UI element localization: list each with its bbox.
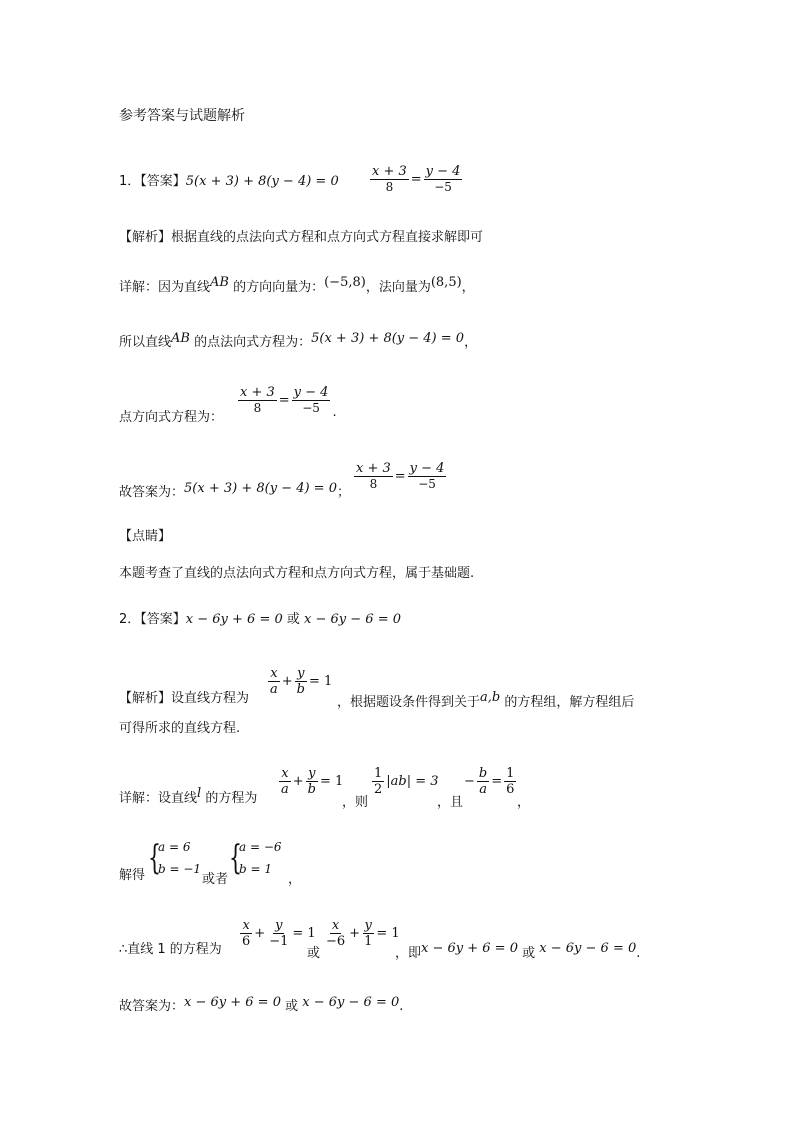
- q1-final-fraction-eq: $\frac{x + 3}{8}$ = $\frac{y - 4}{-5}$: [356, 461, 445, 491]
- fraction: $\frac{y - 4}{-5}$: [409, 461, 445, 491]
- q1-answer-line: [119, 174, 339, 190]
- fraction: $\frac{y}{-1}$: [269, 918, 289, 949]
- q1-point-direction-label: 点方向式方程为：: [119, 410, 224, 425]
- q2-system-2: { a = −6 b = 1: [229, 838, 282, 878]
- q1-answer-fraction-eq: $\frac{x + 3}{8}$ = $\frac{y - 4}{-5}$: [372, 164, 461, 194]
- q1-answer-prefix: 1．【答案】: [119, 174, 186, 189]
- q2-detail-and: ，且: [437, 795, 464, 810]
- q1-summary: 本题考查了直线的点法向式方程和点方向式方程，属于基础题.: [119, 566, 475, 581]
- fraction: $\frac{x}{6}$: [242, 918, 251, 949]
- q1-so-line: 所以直线AB 的点法向式方程为：5(x + 3) + 8(y − 4) = 0，: [119, 331, 478, 350]
- q2-therefore-rest: ，即x − 6y + 6 = 0 或 x − 6y − 6 = 0.: [395, 941, 641, 961]
- q1-final-line: 故答案为：5(x + 3) + 8(y − 4) = 0；: [119, 481, 350, 500]
- q1-analysis: 【解析】根据直线的点法向式方程和点方向式方程直接求解即可: [119, 230, 484, 245]
- q2-solve-end: ，: [288, 872, 302, 887]
- q2-therefore-or1: 或: [307, 946, 321, 961]
- q2-analysis-line2: 可得所求的直线方程.: [119, 721, 241, 736]
- fraction: $\frac{x}{a}$: [270, 666, 278, 697]
- q2-analysis-equation: $\frac{x}{a}$ + $\frac{y}{b}$ = 1: [270, 666, 333, 697]
- q2-huozhe: 或者: [202, 872, 229, 887]
- page-title: 参考答案与试题解析: [119, 108, 245, 124]
- fraction: $\frac{y}{1}$: [364, 918, 373, 949]
- q1-point-direction-eq: $\frac{x + 3}{8}$ = $\frac{y - 4}{-5}$ .: [240, 385, 337, 420]
- q1-answer-eq: 5(x + 3) + 8(y − 4) = 0: [185, 174, 339, 189]
- fraction: $\frac{b}{a}$: [478, 766, 488, 797]
- q2-detail-then: ，则: [342, 795, 369, 810]
- fraction: $\frac{y}{b}$: [307, 766, 316, 797]
- q2-detail-comma: ，: [517, 795, 531, 810]
- fraction: $\frac{x + 3}{8}$: [356, 461, 391, 491]
- fraction: $\frac{y - 4}{-5}$: [293, 385, 329, 415]
- q2-final-line: 故答案为：x − 6y + 6 = 0 或 x − 6y − 6 = 0.: [119, 995, 404, 1014]
- q1-detail: 详解：因为直线AB 的方向向量为：(−5,8)，法向量为(8,5)，: [119, 275, 475, 295]
- fraction: $\frac{x}{a}$: [281, 766, 289, 797]
- q2-answer-line: 2．【答案】x − 6y + 6 = 0 或 x − 6y − 6 = 0: [119, 612, 402, 627]
- fraction: $\frac{1}{2}$: [374, 766, 383, 797]
- q2-detail-equation: $\frac{x}{a}$ + $\frac{y}{b}$ = 1: [281, 766, 344, 797]
- q2-detail-prefix: 详解：设直线l 的方程为: [119, 786, 258, 806]
- fraction: $\frac{x + 3}{8}$: [372, 164, 407, 194]
- q2-detail-slope-eq: − $\frac{b}{a}$ = $\frac{1}{6}$: [464, 766, 515, 797]
- q2-system-1: { a = 6 b = −1: [148, 838, 202, 878]
- q2-analysis-rest: ，根据题设条件得到关于a,b 的方程组，解方程组后: [337, 690, 635, 710]
- q1-dianjing: 【点睛】: [119, 529, 172, 544]
- brace: {: [148, 838, 161, 878]
- fraction: $\frac{1}{6}$: [506, 766, 515, 797]
- q2-solve-label: 解得: [119, 868, 146, 883]
- q2-therefore-eq2: $\frac{x}{-6}$ + $\frac{y}{1}$ = 1: [326, 918, 400, 949]
- fraction: $\frac{y - 4}{-5}$: [425, 164, 461, 194]
- fraction: $\frac{x}{-6}$: [326, 918, 346, 949]
- q2-detail-area-eq: $\frac{1}{2}$ |ab| = 3: [374, 766, 439, 797]
- q2-therefore-prefix: ∴直线 1 的方程为: [119, 942, 222, 957]
- q2-analysis-prefix: 【解析】设直线方程为: [119, 691, 250, 706]
- q2-therefore-eq1: $\frac{x}{6}$ + $\frac{y}{-1}$ = 1: [242, 918, 316, 949]
- brace: {: [229, 838, 242, 878]
- fraction: $\frac{y}{b}$: [296, 666, 305, 697]
- fraction: $\frac{x + 3}{8}$: [240, 385, 275, 415]
